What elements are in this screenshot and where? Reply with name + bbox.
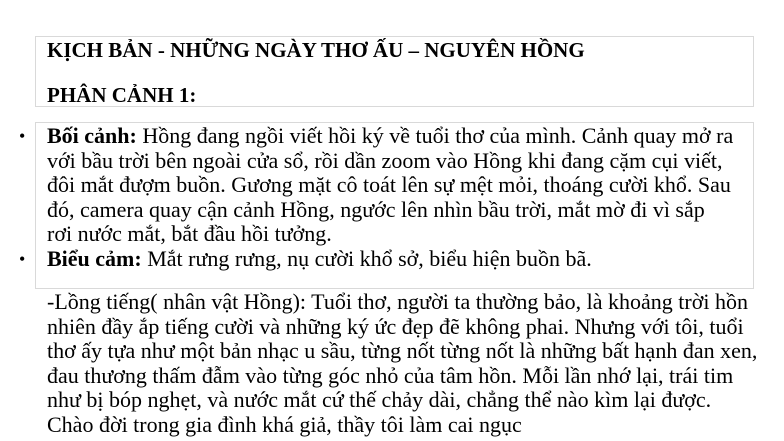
bullet-lead-expression: Biểu cảm: (47, 245, 142, 271)
bullet-dot-icon: • (19, 248, 26, 269)
bullet-text-setting: Hồng đang ngồi viết hồi ký về tuổi thơ của mình. Cảnh quay mở ra với bầu trời bên ngoài cửa sổ, rồi dần zoom vào Hồng khi đang cặm cụi viết, đôi mắt đượm buồn. Gương mặt cô toát lên sự mệt mỏi, thoáng cười khổ. Sau đó, camera quay cận cảnh Hồng, ngước lên nhìn bầu trời, mắt mờ đi vì sắp rơi nước mắt, bắt đầu hồi tưởng. (47, 123, 734, 246)
scene-bullet-list (0, 124, 784, 271)
document-title: KỊCH BẢN - NHỮNG NGÀY THƠ ẤU – NGUYÊN HỒNG (47, 38, 585, 62)
bullet-dot-icon: • (19, 126, 26, 146)
bullet-text-expression: Mắt rưng rưng, nụ cười khổ sở, biểu hiện buồn bã. (141, 245, 592, 271)
bullet-setting (0, 124, 735, 247)
bullet-lead-setting: Bối cảnh: (47, 123, 137, 148)
scene-title: PHÂN CẢNH 1: (47, 83, 197, 107)
bullet-expression (0, 247, 735, 272)
voiceover-paragraph: -Lồng tiếng( nhân vật Hồng): Tuổi thơ, người ta thường bảo, là khoảng trời hồn nhiên đầy ắp tiếng cười và những ký ức đẹp đẽ không phai. Nhưng với tôi, tuổi thơ ấy tựa như một bản nhạc u sầu, từng nốt từng nốt là những bất hạnh đan xen, đau thương thấm đẫm vào từng góc nhỏ của tâm hồn. Mỗi lần nhớ lại, trái tim như bị bóp nghẹt, và nước mắt cứ thế chảy dài, chẳng thể nào kìm lại được. Chào đời trong gia đình khá giả, thầy tôi làm cai ngục (47, 289, 758, 437)
